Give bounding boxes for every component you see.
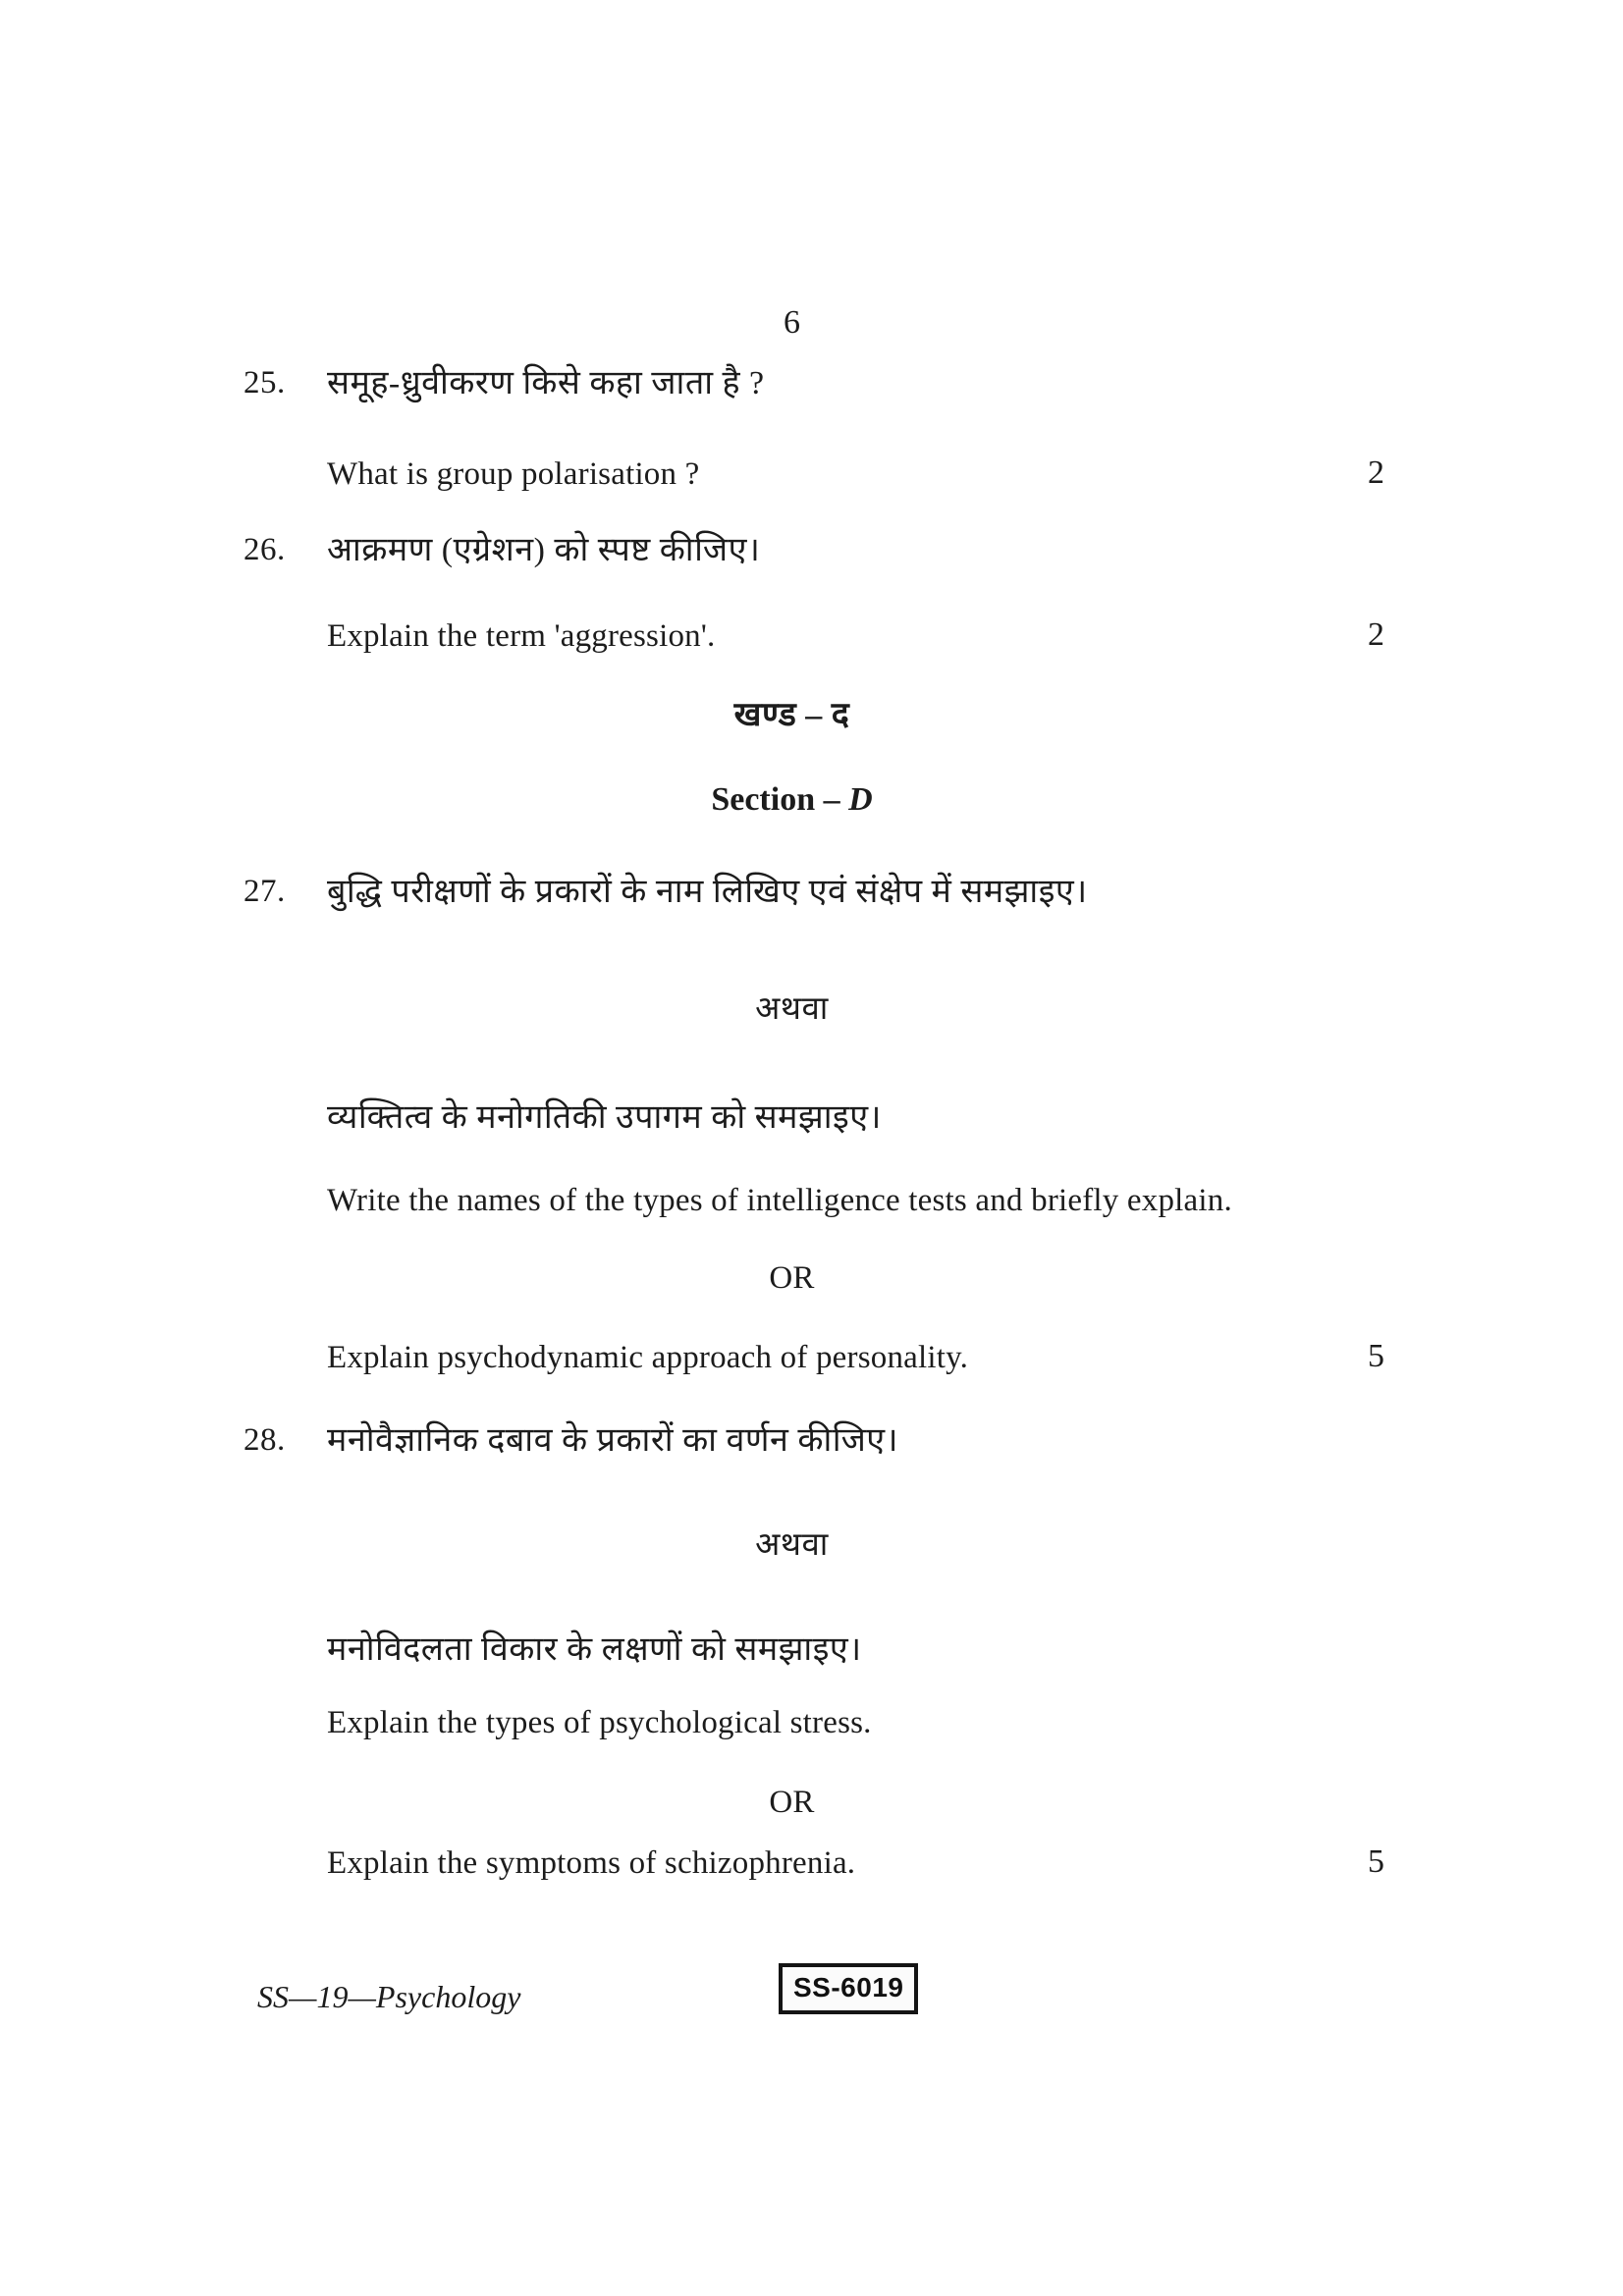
- question-27-or-separator-hindi: अथवा: [755, 991, 829, 1027]
- question-25-marks: 2: [1368, 454, 1384, 491]
- question-26-hindi-row: [243, 530, 1466, 572]
- question-27-text-hindi: बुद्धि परीक्षणों के प्रकारों के नाम लिखिए एवं संक्षेप में समझाइए।: [327, 874, 1088, 910]
- question-25-number: 25.: [243, 365, 286, 400]
- question-28-marks: 5: [1368, 1843, 1384, 1880]
- question-26-text-english: Explain the term 'aggression'.: [327, 618, 716, 654]
- question-27-number: 27.: [243, 874, 286, 909]
- question-26-marks: 2: [1368, 616, 1384, 653]
- section-heading-english-letter: D: [848, 781, 873, 818]
- footer-code: SS-6019: [793, 1972, 904, 2002]
- question-28-number: 28.: [243, 1422, 286, 1458]
- section-heading-hindi: खण्ड – द: [733, 697, 850, 733]
- question-27-text-english: Write the names of the types of intelligence tests and briefly explain.: [327, 1183, 1232, 1218]
- question-27-or-separator-english: OR: [769, 1260, 815, 1296]
- question-27-marks: 5: [1368, 1338, 1384, 1374]
- question-25-hindi-row: [243, 363, 1466, 405]
- footer-code-box: [779, 1963, 918, 2014]
- section-heading-english-prefix: Section –: [711, 781, 849, 818]
- question-26-text-hindi: आक्रमण (एग्रेशन) को स्पष्ट कीजिए।: [327, 532, 761, 568]
- question-28-text-hindi: मनोवैज्ञानिक दबाव के प्रकारों का वर्णन कीजिए।: [327, 1422, 898, 1459]
- question-28-hindi-row: [243, 1420, 1466, 1463]
- question-28-text-english: Explain the types of psychological stress.: [327, 1705, 872, 1740]
- question-25-text-english: What is group polarisation ?: [327, 456, 700, 492]
- question-27-alt-text-hindi: व्यक्तित्व के मनोगतिकी उपागम को समझाइए।: [327, 1099, 882, 1136]
- question-28-alt-text-english: Explain the symptoms of schizophrenia.: [327, 1845, 856, 1881]
- footer-paper-id: SS—19—Psychology: [257, 1979, 521, 2014]
- question-28-or-separator-hindi: अथवा: [755, 1527, 829, 1563]
- question-27-alt-text-english: Explain psychodynamic approach of personality.: [327, 1340, 969, 1375]
- page-number: 6: [784, 304, 800, 341]
- question-28-alt-text-hindi: मनोविदलता विकार के लक्षणों को समझाइए।: [327, 1631, 862, 1668]
- section-heading-english: [0, 781, 1584, 819]
- question-27-hindi-row: [243, 872, 1466, 914]
- question-28-or-separator-english: OR: [769, 1785, 815, 1820]
- question-25-text-hindi: समूह-ध्रुवीकरण किसे कहा जाता है ?: [327, 365, 765, 401]
- question-26-number: 26.: [243, 532, 286, 567]
